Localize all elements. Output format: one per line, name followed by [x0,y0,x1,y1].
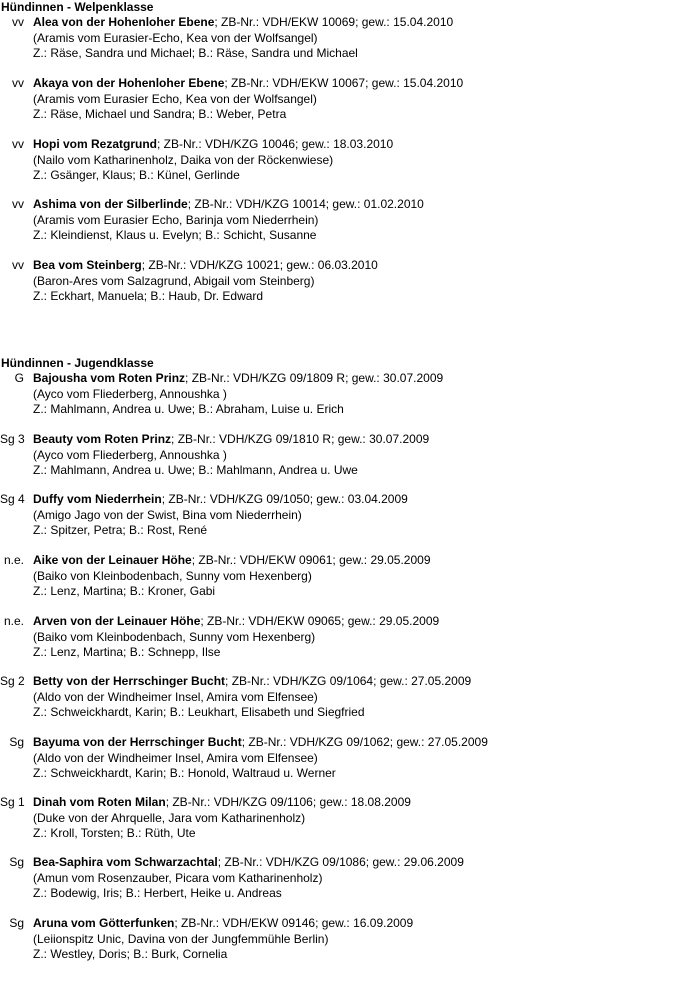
parents-line: (Ayco vom Fliederberg, Annoushka ) [33,448,227,462]
dog-name: Arven von der Leinauer Höhe [33,614,201,628]
parents-line: (Amun vom Rosenzauber, Picara vom Katharinenholz) [33,871,323,885]
parents-line: (Nailo vom Katharinenholz, Daika von der Röckenwiese) [33,153,334,167]
owners-line: Z.: Eckhart, Manuela; B.: Haub, Dr. Edward [33,289,264,303]
registration-details: ; ZB-Nr.: VDH/EKW 10069; gew.: 15.04.2010 [214,15,454,29]
owners-line: Z.: Räse, Sandra und Michael; B.: Räse, Sandra und Michael [33,46,358,60]
entry-headline [33,553,431,568]
parents-line: (Duke von der Ahrquelle, Jara vom Katharinenholz) [33,811,306,825]
owners-line: Z.: Mahlmann, Andrea u. Uwe; B.: Mahlmann, Andrea u. Uwe [33,463,358,477]
registration-details: ; ZB-Nr.: VDH/EKW 09146; gew.: 16.09.2009 [174,916,414,930]
grade-label: vv [12,258,24,272]
entry-headline [33,432,429,447]
dog-name: Bajousha vom Roten Prinz [33,371,186,385]
parents-line: (Aldo von der Windheimer Insel, Amira vom Elfensee) [33,690,318,704]
owners-line: Z.: Lenz, Martina; B.: Kroner, Gabi [33,584,216,598]
dog-name: Akaya von der Hohenloher Ebene [33,76,225,90]
owners-line: Z.: Lenz, Martina; B.: Schnepp, Ilse [33,645,221,659]
owners-line: Z.: Mahlmann, Andrea u. Uwe; B.: Abraham, Luise u. Erich [33,402,344,416]
grade-label: Sg 1 [0,795,25,809]
grade-label: Sg [9,735,24,749]
grade-label: Sg [9,855,24,869]
parents-line: (Leiionspitz Unic, Davina von der Jungfemmühle Berlin) [33,932,329,946]
parents-line: (Aramis vom Eurasier-Echo, Kea von der Wolfsangel) [33,31,318,45]
registration-details: ; ZB-Nr.: VDH/KZG 09/1062; gew.: 27.05.2009 [241,735,488,749]
entry-headline [33,916,413,931]
owners-line: Z.: Spitzer, Petra; B.: Rost, René [33,523,208,537]
registration-details: ; ZB-Nr.: VDH/KZG 10021; gew.: 06.03.2010 [141,258,378,272]
registration-details: ; ZB-Nr.: VDH/EKW 10067; gew.: 15.04.2010 [224,76,464,90]
entry-headline [33,735,488,750]
dog-name: Dinah vom Roten Milan [33,795,166,809]
parents-line: (Baron-Ares vom Salzagrund, Abigail vom Steinberg) [33,274,315,288]
dog-name: Ashima von der Silberlinde [33,197,188,211]
dog-name: Betty von der Herrschinger Bucht [33,674,226,688]
grade-label: Sg 3 [0,432,25,446]
dog-name: Bea-Saphira vom Schwarzachtal [33,855,218,869]
dog-name: Aruna vom Götterfunken [33,916,175,930]
grade-label: vv [12,137,24,151]
owners-line: Z.: Schweickhardt, Karin; B.: Leukhart, Elisabeth und Siegfried [33,705,365,719]
entry-headline [33,76,463,91]
dog-name: Hopi vom Rezatgrund [33,137,158,151]
owners-line: Z.: Kroll, Torsten; B.: Rüth, Ute [33,826,196,840]
section-title-jugendklasse: Hündinnen - Jugendklasse [1,356,154,370]
grade-label: vv [12,76,24,90]
registration-details: ; ZB-Nr.: VDH/EKW 09065; gew.: 29.05.2009 [200,614,440,628]
registration-details: ; ZB-Nr.: VDH/KZG 09/1050; gew.: 03.04.2009 [161,492,408,506]
entry-headline [33,855,464,870]
registration-details: ; ZB-Nr.: VDH/KZG 10046; gew.: 18.03.2010 [157,137,394,151]
entry-headline [33,258,378,273]
registration-details: ; ZB-Nr.: VDH/KZG 09/1086; gew.: 29.06.2009 [217,855,464,869]
parents-line: (Baiko vom Kleinbodenbach, Sunny vom Hexenberg) [33,630,316,644]
parents-line: (Baiko von Kleinbodenbach, Sunny vom Hexenberg) [33,569,312,583]
entry-headline [33,15,453,30]
parents-line: (Aramis vom Eurasier Echo, Kea von der Wolfsangel) [33,92,317,106]
registration-details: ; ZB-Nr.: VDH/KZG 10014; gew.: 01.02.2010 [187,197,424,211]
dog-name: Bayuma von der Herrschinger Bucht [33,735,242,749]
parents-line: (Amigo Jago von der Swist, Bina vom Niederrhein) [33,508,302,522]
entry-headline [33,795,411,810]
owners-line: Z.: Schweickhardt, Karin; B.: Honold, Waltraud u. Werner [33,766,336,780]
owners-line: Z.: Bodewig, Iris; B.: Herbert, Heike u. Andreas [33,886,282,900]
entry-headline [33,492,408,507]
grade-label: vv [12,197,24,211]
grade-label: G [14,371,24,385]
parents-line: (Aldo von der Windheimer Insel, Amira vom Elfensee) [33,751,318,765]
entry-headline [33,371,443,386]
dog-name: Duffy vom Niederrhein [33,492,162,506]
dog-name: Beauty vom Roten Prinz [33,432,172,446]
parents-line: (Ayco vom Fliederberg, Annoushka ) [33,387,227,401]
owners-line: Z.: Kleindienst, Klaus u. Evelyn; B.: Schicht, Susanne [33,228,317,242]
entry-headline [33,614,439,629]
owners-line: Z.: Westley, Doris; B.: Burk, Cornelia [33,947,228,961]
registration-details: ; ZB-Nr.: VDH/KZG 09/1810 R; gew.: 30.07.2009 [171,432,430,446]
entry-headline [33,197,424,212]
entry-headline [33,137,393,152]
dog-name: Aike von der Leinauer Höhe [33,553,192,567]
grade-label: n.e. [3,553,24,567]
owners-line: Z.: Räse, Michael und Sandra; B.: Weber, Petra [33,107,287,121]
section-title-welpenklasse: Hündinnen - Welpenklasse [1,0,154,14]
parents-line: (Aramis vom Eurasier Echo, Barinja vom Niederrhein) [33,213,319,227]
grade-label: Sg 2 [0,674,25,688]
entry-headline [33,674,471,689]
grade-label: Sg 4 [0,492,25,506]
registration-details: ; ZB-Nr.: VDH/KZG 09/1106; gew.: 18.08.2009 [165,795,411,809]
registration-details: ; ZB-Nr.: VDH/KZG 09/1064; gew.: 27.05.2009 [225,674,472,688]
owners-line: Z.: Gsänger, Klaus; B.: Künel, Gerlinde [33,168,240,182]
registration-details: ; ZB-Nr.: VDH/KZG 09/1809 R; gew.: 30.07.2009 [185,371,444,385]
dog-name: Bea vom Steinberg [33,258,142,272]
grade-label: vv [12,15,24,29]
grade-label: n.e. [3,614,24,628]
dog-name: Alea von der Hohenloher Ebene [33,15,215,29]
registration-details: ; ZB-Nr.: VDH/EKW 09061; gew.: 29.05.2009 [191,553,431,567]
grade-label: Sg [9,916,24,930]
